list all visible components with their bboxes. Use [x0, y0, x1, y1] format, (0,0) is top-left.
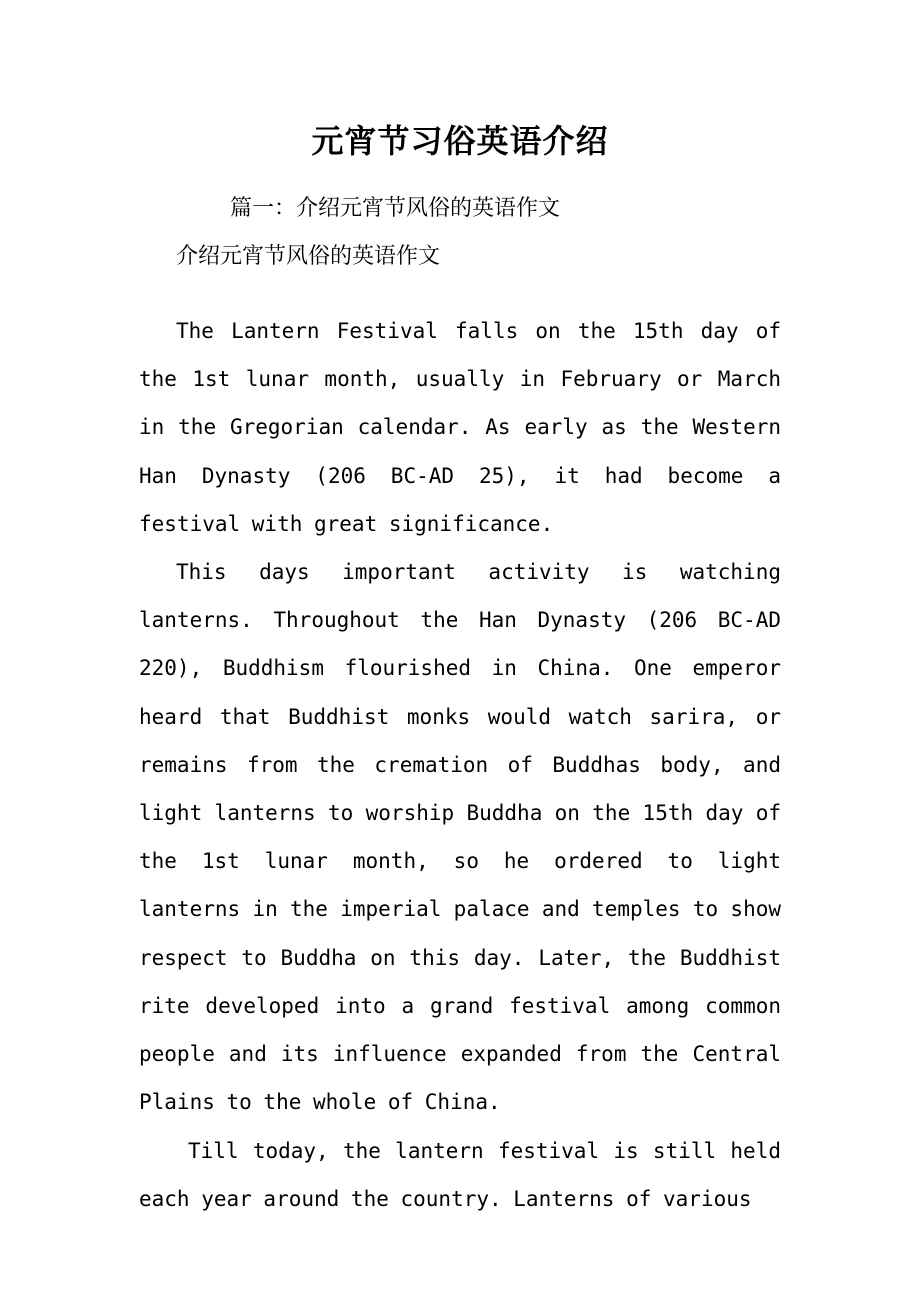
essay-heading: 介绍元宵节风俗的英语作文	[176, 244, 441, 269]
body-paragraph-1: The Lantern Festival falls on the 15th day of the 1st lunar month, usually in February or March in the Gregorian calendar. As early as the Western Han Dynasty (206 BC-AD 25), it had become a festival with great significance.	[139, 319, 781, 536]
body-paragraph-2: This days important activity is watching lanterns. Throughout the Han Dynasty (206 BC-AD 220), Buddhism flourished in China. One emperor heard that Buddhist monks would watch sarira, or remains from the cremation of Buddhas body, and light lanterns to worship Buddha on the 15th day of the 1st lunar month, so he ordered to light lanterns in the imperial palace and temples to show respect to Buddha on this day. Later, the Buddhist rite developed into a grand festival among common people and its influence expanded from the Central Plains to the whole of China.	[139, 560, 781, 1115]
document-title: 元宵节习俗英语介绍	[311, 122, 609, 160]
section-heading: 篇一：介绍元宵节风俗的英语作文	[230, 196, 561, 221]
body-paragraph-3: Till today, the lantern festival is still held each year around the country. Lanterns of various	[139, 1139, 781, 1212]
